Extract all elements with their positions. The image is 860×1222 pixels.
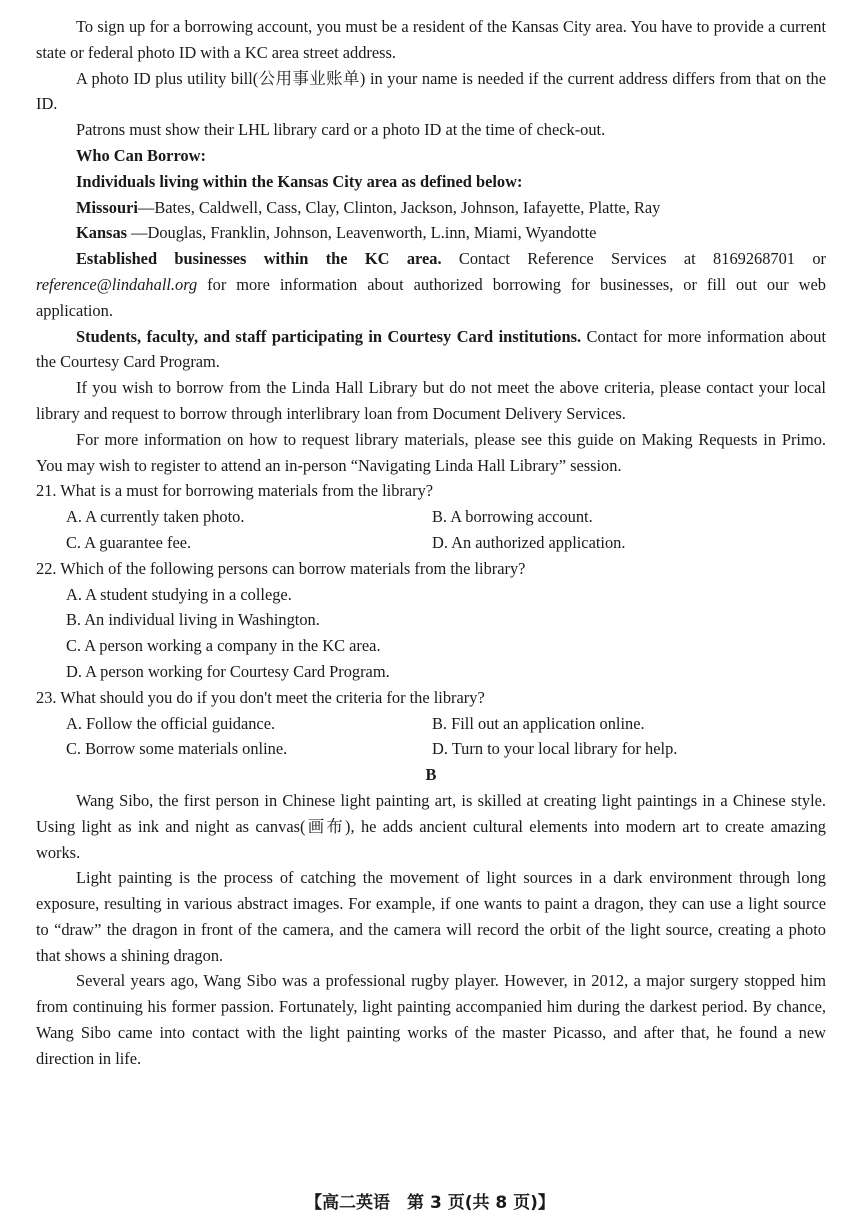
paragraph: [36, 246, 826, 323]
option: A. Follow the official guidance.: [66, 713, 276, 733]
option: B. Fill out an application online.: [432, 713, 645, 733]
paragraph: To sign up for a borrowing account, you must be a resident of the Kansas City area. You have to provide a current state or federal photo ID with a KC area street address.: [36, 17, 826, 62]
option: A. A student studying in a college.: [66, 584, 292, 604]
option: B. An individual living in Washington.: [66, 610, 320, 630]
section-letter: B: [425, 765, 437, 785]
paragraph: Patrons must show their LHL library card or a photo ID at the time of check-out.: [76, 120, 606, 140]
options-row: [36, 736, 826, 762]
county-list: —Bates, Caldwell, Cass, Clay, Clinton, Jackson, Johnson, Iafayette, Platte, Ray: [137, 197, 661, 217]
paragraph: [36, 324, 826, 376]
options-row: [36, 711, 826, 737]
question-stem: 21. What is a must for borrowing materials from the library?: [36, 481, 434, 501]
document-page: [36, 14, 826, 1072]
paragraph: If you wish to borrow from the Linda Hall Library but do not meet the above criteria, please contact your local library and request to borrow through interlibrary loan from Document Delivery Services.: [36, 378, 826, 423]
options-row: [36, 504, 826, 530]
county-list: —Douglas, Franklin, Johnson, Leavenworth, L.inn, Miami, Wyandotte: [127, 223, 597, 243]
region-label: Kansas: [76, 223, 128, 243]
email-text: reference@lindahall.org: [36, 274, 198, 294]
text: Contact for more information about the Courtesy Card Program.: [36, 326, 826, 372]
paragraph: [36, 220, 826, 246]
question-stem: 22. Which of the following persons can borrow materials from the library?: [36, 558, 526, 578]
section-heading: Individuals living within the Kansas City area as defined below:: [76, 171, 523, 191]
text: Contact Reference Services at 8169268701 or: [441, 249, 826, 269]
option: C. Borrow some materials online.: [66, 739, 288, 759]
paragraph: Wang Sibo, the first person in Chinese light painting art, is skilled at creating light paintings in a Chinese style. Using light as ink and night as canvas(画布), he adds ancient cultural elements into modern art to create amazing works.: [36, 790, 826, 862]
paragraph: For more information on how to request library materials, please see this guide on Making Requests in Primo. You may wish to register to attend an in-person “Navigating Linda Hall Library” session.: [36, 429, 826, 475]
question-stem: 23. What should you do if you don't meet the criteria for the library?: [36, 687, 485, 707]
option: D. A person working for Courtesy Card Program.: [66, 661, 390, 681]
option: C. A guarantee fee.: [66, 532, 192, 552]
text: for more information about authorized borrowing for businesses, or fill out our web application.: [36, 274, 826, 320]
option: D. An authorized application.: [432, 532, 626, 552]
option: C. A person working a company in the KC area.: [66, 636, 381, 656]
paragraph: Light painting is the process of catching the movement of light sources in a dark environment through long exposure, resulting in various abstract images. For example, if one wants to paint a dragon, they can use a light source to “draw” the dragon in front of the camera, and the camera will record the orbit of the light source, creating a photo that shows a shining dragon.: [36, 868, 826, 965]
section-heading: Who Can Borrow:: [76, 145, 206, 165]
paragraph: [36, 195, 826, 221]
paragraph: A photo ID plus utility bill(公用事业账单) in your name is needed if the current address differs from that on the ID.: [36, 68, 826, 114]
option: D. Turn to your local library for help.: [432, 739, 678, 759]
page-footer: 【高二英语 第 3 页(共 8 页)】: [305, 1193, 555, 1213]
option: A. A currently taken photo.: [66, 507, 245, 527]
paragraph: Several years ago, Wang Sibo was a professional rugby player. However, in 2012, a major surgery stopped him from continuing his former passion. Fortunately, light painting accompanied him during the darkest period. By chance, Wang Sibo came into contact with the light painting works of the master Picasso, and after that, he found a new direction in life.: [36, 971, 826, 1068]
options-row: [36, 530, 826, 556]
inline-heading: Established businesses within the KC area.: [76, 249, 442, 269]
region-label: Missouri: [76, 197, 138, 217]
option: B. A borrowing account.: [432, 507, 593, 527]
inline-heading: Students, faculty, and staff participating in Courtesy Card institutions.: [76, 326, 582, 346]
